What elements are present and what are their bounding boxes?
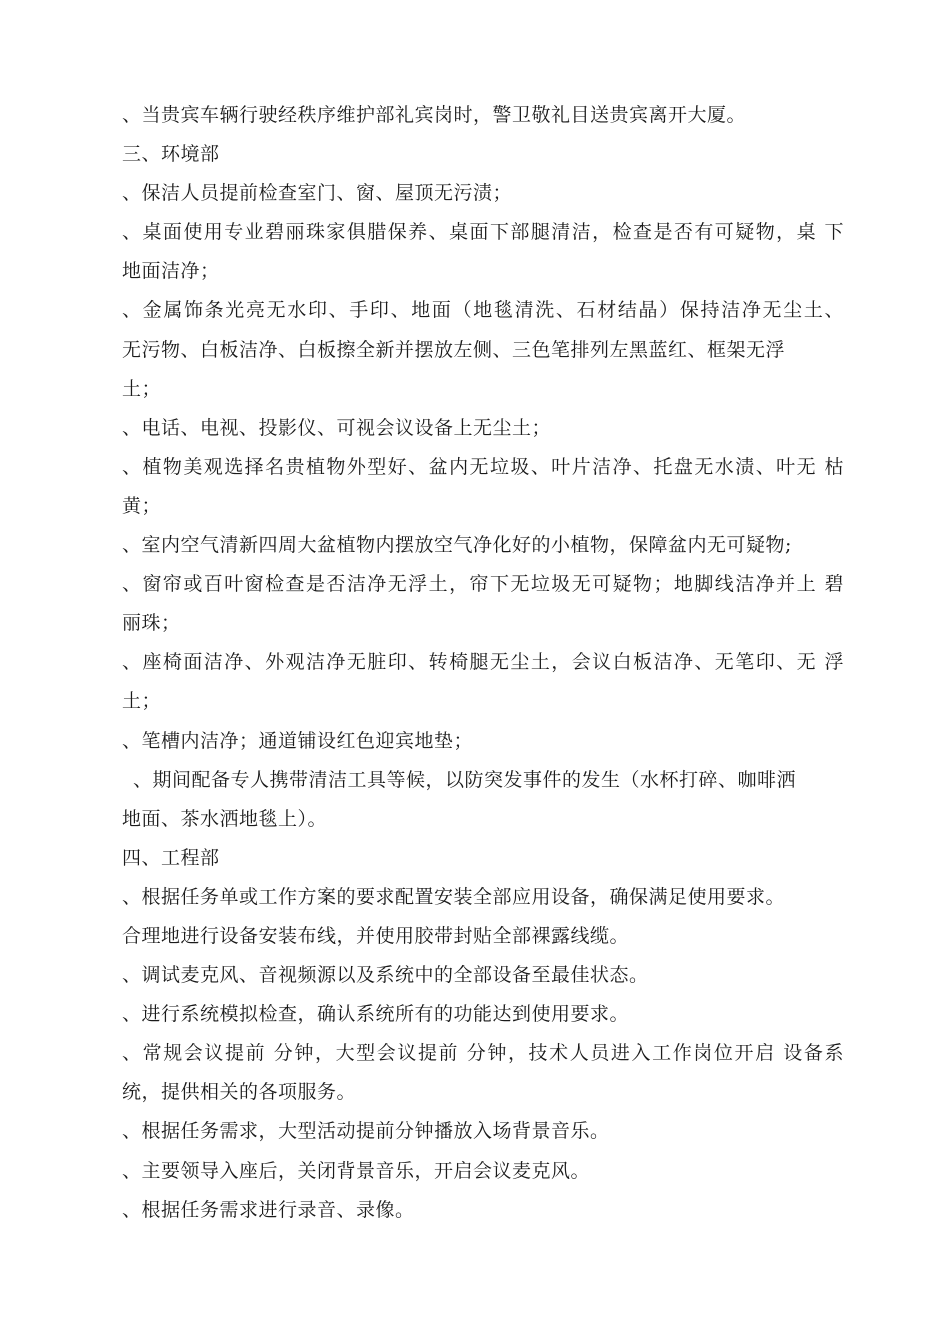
text-line: 、进行系统模拟检查，确认系统所有的功能达到使用要求。	[122, 1003, 630, 1026]
text-line: 、当贵宾车辆行驶经秩序维护部礼宾岗时，警卫敬礼目送贵宾离开大厦。	[122, 104, 747, 126]
text-line: 、常规会议提前 分钟，大型会议提前 分钟，技术人员进入工作岗位开启 设备系	[122, 1042, 844, 1065]
text-line: 丽珠；	[122, 612, 181, 635]
text-line: 、保洁人员提前检查室门、窗、屋顶无污渍；	[122, 182, 513, 205]
text-line: 合理地进行设备安装布线，并使用胶带封贴全部裸露线缆。	[122, 924, 630, 947]
text-line: 、室内空气清新四周大盆植物内摆放空气净化好的小植物，保障盆内无可疑物;	[122, 534, 792, 557]
text-line: 、笔槽内洁净；通道铺设红色迎宾地垫；	[122, 729, 474, 752]
section-heading: 四、工程部	[122, 846, 220, 869]
text-line: 、窗帘或百叶窗检查是否洁净无浮土，帘下无垃圾无可疑物；地脚线洁净并上 碧	[122, 573, 844, 596]
text-line: 、根据任务单或工作方案的要求配置安装全部应用设备，确保满足使用要求。	[122, 885, 786, 908]
text-line: 土；	[122, 377, 162, 400]
text-line: 地面、茶水洒地毯上）。	[122, 807, 328, 830]
text-line: 、根据任务需求，大型活动提前分钟播放入场背景音乐。	[122, 1120, 610, 1143]
text-line: 、金属饰条光亮无水印、手印、地面（地毯清洗、石材结晶）保持洁净无尘土、	[122, 299, 844, 322]
text-line: 、植物美观选择名贵植物外型好、盆内无垃圾、叶片洁净、托盘无水渍、叶无 枯	[122, 455, 844, 478]
text-line: 、座椅面洁净、外观洁净无脏印、转椅腿无尘土，会议白板洁净、无笔印、无 浮	[122, 651, 844, 674]
text-line: 、桌面使用专业碧丽珠家俱腊保养、桌面下部腿清洁，检查是否有可疑物，桌 下	[122, 221, 844, 244]
document-body	[122, 96, 844, 1230]
text-line: 、电话、电视、投影仪、可视会议设备上无尘土；	[122, 416, 552, 439]
section-heading: 三、环境部	[122, 143, 220, 166]
text-line: 、期间配备专人携带清洁工具等候，以防突发事件的发生（水杯打碎、咖啡洒	[133, 768, 797, 791]
text-line: 无污物、白板洁净、白板擦全新并摆放左侧、三色笔排列左黑蓝红、框架无浮	[122, 338, 786, 361]
text-line: 黄；	[122, 494, 162, 517]
text-line: 、根据任务需求进行录音、录像。	[122, 1198, 415, 1221]
text-line: 统，提供相关的各项服务。	[122, 1081, 357, 1104]
text-line: 、调试麦克风、音视频源以及系统中的全部设备至最佳状态。	[122, 964, 649, 987]
text-line: 、主要领导入座后，关闭背景音乐，开启会议麦克风。	[122, 1159, 591, 1182]
text-line: 土；	[122, 690, 162, 713]
text-line: 地面洁净；	[122, 260, 220, 283]
